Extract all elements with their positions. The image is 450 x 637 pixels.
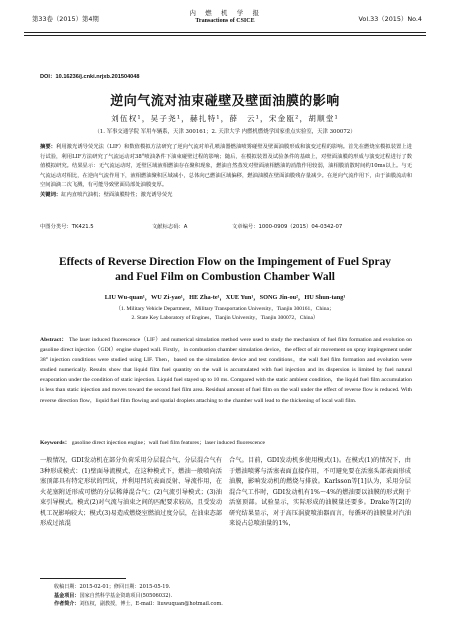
authors-en: LIU Wu-quan¹，WU Zi-yao¹，HE Zha-te¹，XUE Yun¹，SONG Jin-ou²，HU Shun-tang¹ <box>104 294 346 301</box>
volume-issue-en: Vol.33（2015）No.4 <box>358 15 422 23</box>
author-label: 作者简介： <box>54 601 80 608</box>
affiliation-cn: （1. 军事交通学院 军用车辆系，天津 300161；2. 天津大学 内燃机燃烧学国家重点实验室，天津 300072） <box>94 129 356 135</box>
article-number: 文章编号：1000-0909（2015）04-0342-07 <box>232 224 343 230</box>
abstract-cn <box>40 143 412 201</box>
document-code: 文献标志码：A <box>152 224 188 230</box>
journal-name-en: Transactions of CSICE <box>195 18 255 24</box>
footnote-received: 收稿日期：2015-02-01；修回日期：2015-05-19. <box>54 584 171 590</box>
header-rule <box>24 32 426 33</box>
volume-issue-cn: 第33卷（2015）第4期 <box>32 15 99 23</box>
footnote-rule <box>40 578 126 579</box>
keywords-en-text: gasoline direct injection engine；wall fuel film features；laser induced fluorescence <box>71 440 266 446</box>
affiliation-en-1: （1. Military Vehicle Department，Military Transportation University，Tianjin 300161，China； <box>115 306 335 312</box>
body-column-right: 合气。目前，GDI发动机多使用模式(1)。在模式(1)的情况下，由于燃油喷雾与活塞表面直接作用，不可避免要在活塞头部表面形成油膜，影响发动机的燃烧与排放。Karlsson等[1]认为，采用分层混合气工作时，GDI发动机有1%～4%的燃油要以油膜的形式附于活塞顶部。试验显示，实际形成的油膜量还要多。Drake等[2]的研究结果显示，对于高压涡旋喷油器而言，每循环的油膜量对汽油来说占总喷油量的1%， <box>229 457 411 527</box>
abstract-en <box>40 335 412 406</box>
title-en-line-1: Effects of Reverse Direction Flow on the Impingement of Fuel Spray <box>59 256 391 268</box>
keywords-cn-text: 缸内直喷汽油机；壁面油膜特性；激光诱导荧光 <box>61 191 173 198</box>
abstract-cn-text: 利用激光诱导荧光法（LIF）和数值模拟方法研究了逆向气流对单孔喷油器燃油喷雾碰壁及壁面油膜形成和演变过程的影响。首先在燃烧室模拟装置上进行试验，利用LIF方法研究了气流运动对38°喷油条件下油束碰壁过程的影响；随后，在模拟装置及试验条件的基础上，对壁面油膜的形成与演变过程进行了数值模拟研究。结果显示：无气流运动时，近壁区域液相燃油存在聚积现象，燃油自然蒸发对壁面液相燃油的消散作用较弱，油相膜消散时间约10ms以上。与无气流运动对相比，在逆向气流作用下，液相燃油聚积区域减小，总体向已燃油区域偏移，燃油油膜在壁面油膜残存量减少。在逆向气流作用下，由于油膜流动和空间油滴二次飞溅，有可能导致壁面局部处油膜变厚。 <box>40 144 412 189</box>
footnote-fund <box>54 592 223 601</box>
title-en <box>0 255 450 285</box>
authors-cn: 刘伍权¹，吴子尧¹，赫扎特¹，薛 云¹，宋金瓯²，胡顺堂¹ <box>111 114 339 123</box>
fund-text: 国家自然科学基金资助项目(50506032). <box>79 592 173 599</box>
body-column-left: 一般情况，GDI发动机在部分负荷采用分层混合气，分层混合气有3种形成模式：(1)壁面导流模式，在这种模式下，燃油一般喷向活塞顶部具有特定形状的凹坑，并利用凹坑表面反射、导流作用，在火花塞附近形成可燃的分层稀薄混合气；(2)气流引导模式；(3)油束引导模式。模式(2)对气流与油束之间的匹配要求较高，且受发动机工况影响较大；模式(3)易造成燃烧室燃油过度分层，在油束态部形成过浓混 <box>40 457 223 527</box>
clc-number: 中图分类号：TK421.5 <box>40 224 94 230</box>
footnote-author <box>54 600 223 609</box>
doi: DOI：10.16236/j.cnki.nrjxb.201504048 <box>40 74 140 80</box>
affiliation-en-2: 2. State Key Laboratory of Engines，Tianjin University，Tianjin 300072，China） <box>131 315 319 321</box>
keywords-en-label: Keywords： <box>40 440 71 446</box>
journal-name-cn: 内 燃 机 学 报 <box>189 9 261 17</box>
keywords-cn-label: 关键词： <box>40 191 62 198</box>
abstract-cn-label: 摘要： <box>40 144 57 150</box>
header-rule-thin <box>24 35 426 36</box>
title-cn: 逆向气流对油束碰壁及壁面油膜的影响 <box>110 94 340 109</box>
fund-label: 基金项目： <box>54 592 80 599</box>
keywords-en <box>40 437 412 446</box>
author-text: 刘伍权，副教授，博士，E-mail：liuwuquan@hotmail.com. <box>79 601 223 608</box>
title-en-line-2: and Fuel Film on Combustion Chamber Wall <box>115 271 335 283</box>
classification-line <box>40 222 412 230</box>
abstract-en-label: Abstract： <box>40 337 68 343</box>
footnote <box>54 583 223 609</box>
affiliation-en <box>0 305 450 323</box>
abstract-en-text: The laser induced fluorescence（LIF）and numerical simulation method were used to study the mechanism of fuel film formation and evolution on gasoline direct injection（GDI）engine shaped wall. Firstly，in combustion chamber simulation device，the effect of air movement on spray impingement under 38° injection conditions were studied using LIF. Then，based on the simulation device and test conditions，the wall fuel film formation and evolution were studied numerically. Results show that liquid film fuel quantity on the wall is accumulated with fuel injection and its dispersion is limited by fuel natural evaporation under the condition of static injection. Liquid fuel stayed up to 10 ms. Compared with the static ambient condition，the liquid fuel film accumulation is less than static injection and moves toward the second fuel film area. Residual amount of fuel film on the wall under the effect of reverse flow is reduced. With reverse direction flow，liquid fuel film flowing and spatial droplets attaching to the chamber wall lead to the thickening of local wall film. <box>40 337 412 404</box>
